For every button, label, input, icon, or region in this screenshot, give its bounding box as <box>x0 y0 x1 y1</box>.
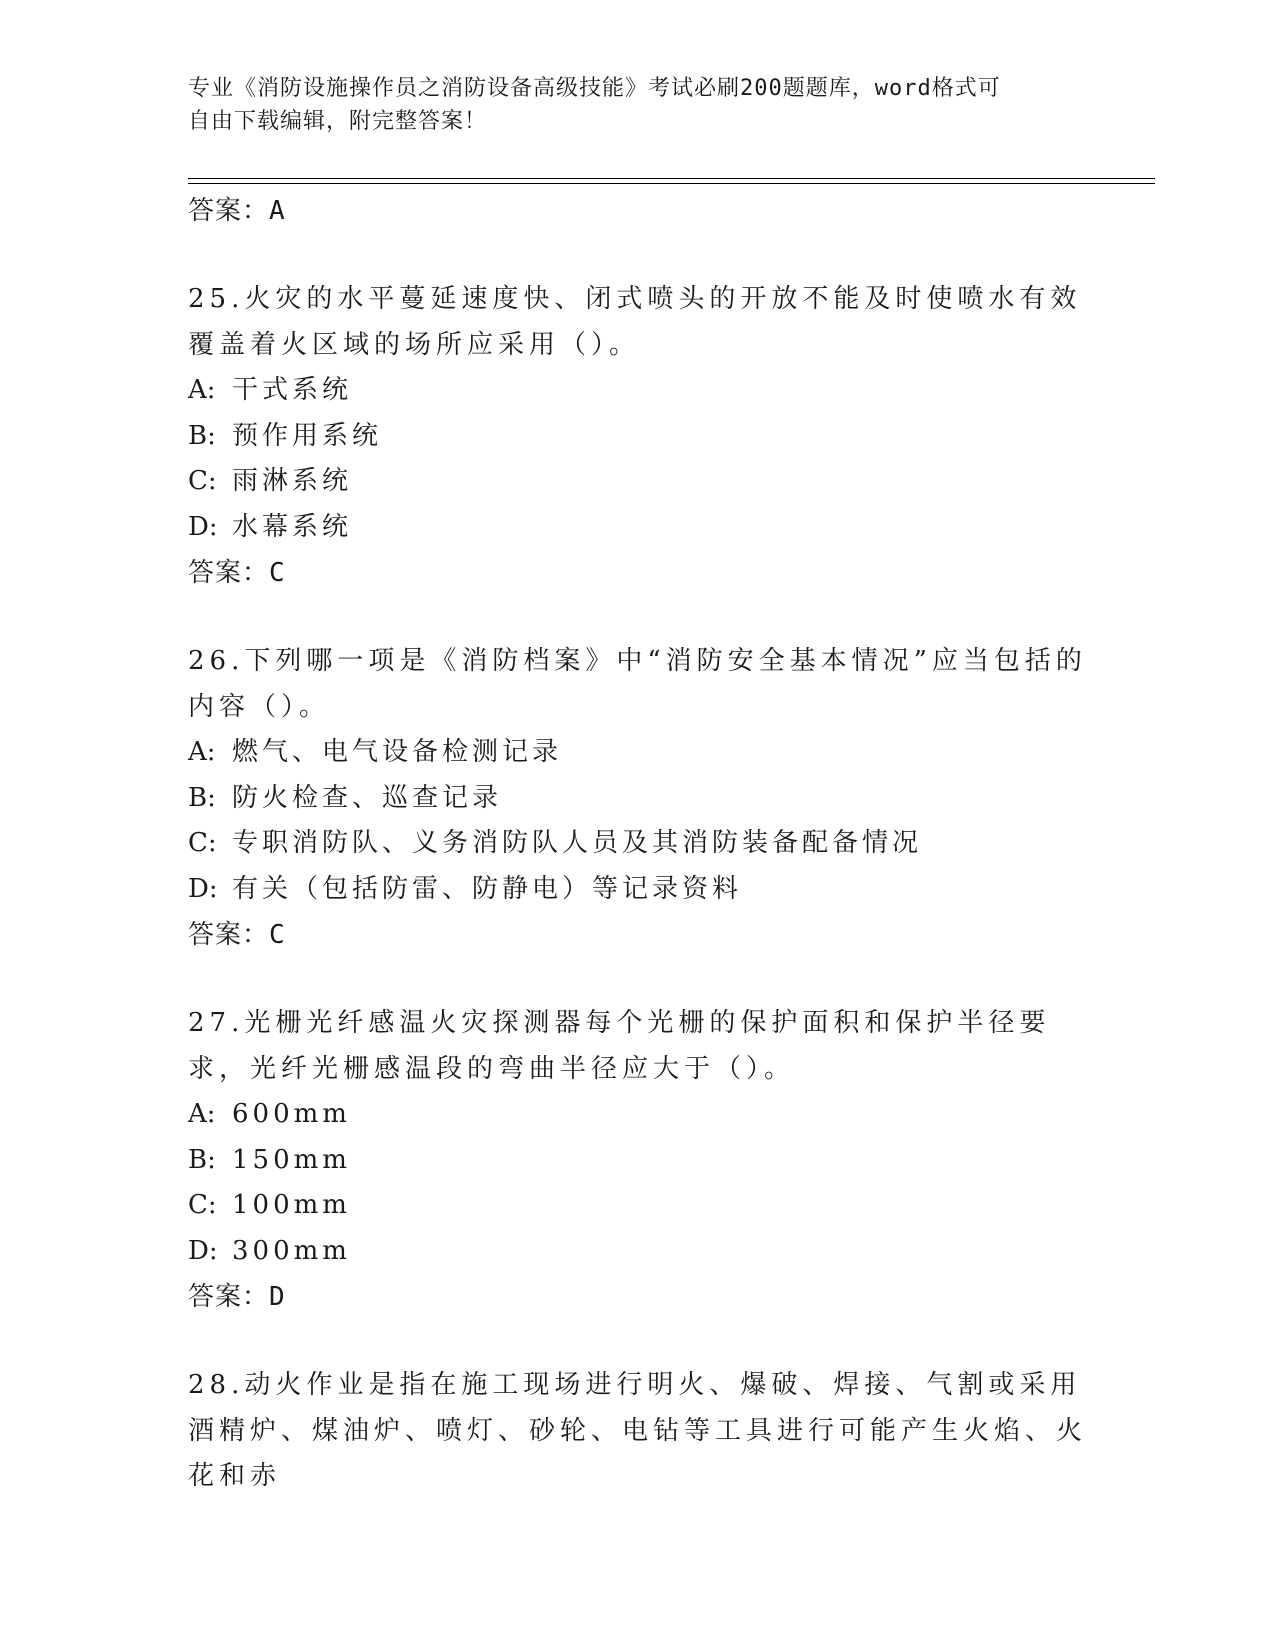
option-key: B: <box>188 1144 216 1175</box>
option-key: B: <box>188 782 216 813</box>
option-key: D: <box>188 1235 218 1266</box>
page-header <box>188 72 1068 138</box>
option-text: 预作用系统 <box>232 420 383 451</box>
option-key: D: <box>188 511 218 542</box>
option-key: A: <box>188 1099 216 1129</box>
header-divider-top <box>188 178 1155 179</box>
header-line-1: 专业《消防设施操作员之消防设备高级技能》考试必刷200题题库，word格式可 <box>188 76 1001 101</box>
option-a <box>188 368 1088 414</box>
option-text: 100mm <box>232 1190 351 1220</box>
option-text: 150mm <box>232 1144 351 1175</box>
option-b <box>188 1138 1088 1184</box>
answer-value: D <box>269 1282 286 1312</box>
option-key: C: <box>188 466 217 496</box>
question-text: 27.光栅光纤感温火灾探测器每个光栅的保护面积和保护半径要求，光纤光栅感温段的弯曲半径应大于（）。 <box>188 1008 1051 1084</box>
answer-label: 答案： <box>188 1282 270 1312</box>
option-d <box>188 867 1088 913</box>
option-a <box>188 730 1088 776</box>
answer-value: C <box>269 920 286 950</box>
answer-line <box>188 912 1088 958</box>
option-text: 防火检查、巡查记录 <box>232 782 503 813</box>
option-key: C: <box>188 828 217 858</box>
question-item <box>188 639 1088 958</box>
question-text: 26.下列哪一项是《消防档案》中“消防安全基本情况”应当包括的内容（）。 <box>188 646 1087 722</box>
question-item <box>188 277 1088 596</box>
question-text: 25.火灾的水平蔓延速度快、闭式喷头的开放不能及时使喷水有效覆盖着火区域的场所应采用（）。 <box>188 284 1082 360</box>
answer-value: C <box>269 558 286 588</box>
option-d <box>188 505 1088 551</box>
answer-label: 答案： <box>188 196 270 226</box>
option-d <box>188 1229 1088 1275</box>
option-text: 燃气、电气设备检测记录 <box>232 737 563 767</box>
option-text: 干式系统 <box>232 375 353 405</box>
option-text: 有关（包括防雷、防静电）等记录资料 <box>232 873 743 904</box>
question-item <box>188 1363 1088 1500</box>
question-list <box>188 188 1088 1500</box>
option-c <box>188 821 1088 867</box>
question-item <box>188 1001 1088 1320</box>
option-key: A: <box>188 737 216 767</box>
answer-label: 答案： <box>188 558 270 588</box>
option-text: 600mm <box>232 1099 351 1129</box>
option-text: 水幕系统 <box>232 511 353 542</box>
option-key: A: <box>188 375 216 405</box>
header-divider-bottom <box>188 183 1155 184</box>
option-text: 雨淋系统 <box>232 466 353 496</box>
question-text: 28.动火作业是指在施工现场进行明火、爆破、焊接、气割或采用酒精炉、煤油炉、喷灯、砂轮、电钻等工具进行可能产生火焰、火花和赤 <box>188 1370 1088 1491</box>
option-text: 专职消防队、义务消防队人员及其消防装备配备情况 <box>232 828 923 858</box>
option-c <box>188 459 1088 505</box>
option-b <box>188 776 1088 822</box>
option-b <box>188 414 1088 460</box>
option-text: 300mm <box>232 1235 351 1266</box>
answer-value: A <box>269 196 286 226</box>
answer-line <box>188 188 1088 234</box>
option-key: B: <box>188 420 216 451</box>
option-a <box>188 1092 1088 1138</box>
answer-line <box>188 550 1088 596</box>
answer-line <box>188 1274 1088 1320</box>
option-c <box>188 1183 1088 1229</box>
option-key: C: <box>188 1190 217 1220</box>
option-key: D: <box>188 873 218 904</box>
header-line-2: 自由下载编辑，附完整答案！ <box>188 109 488 134</box>
answer-label: 答案： <box>188 920 270 950</box>
